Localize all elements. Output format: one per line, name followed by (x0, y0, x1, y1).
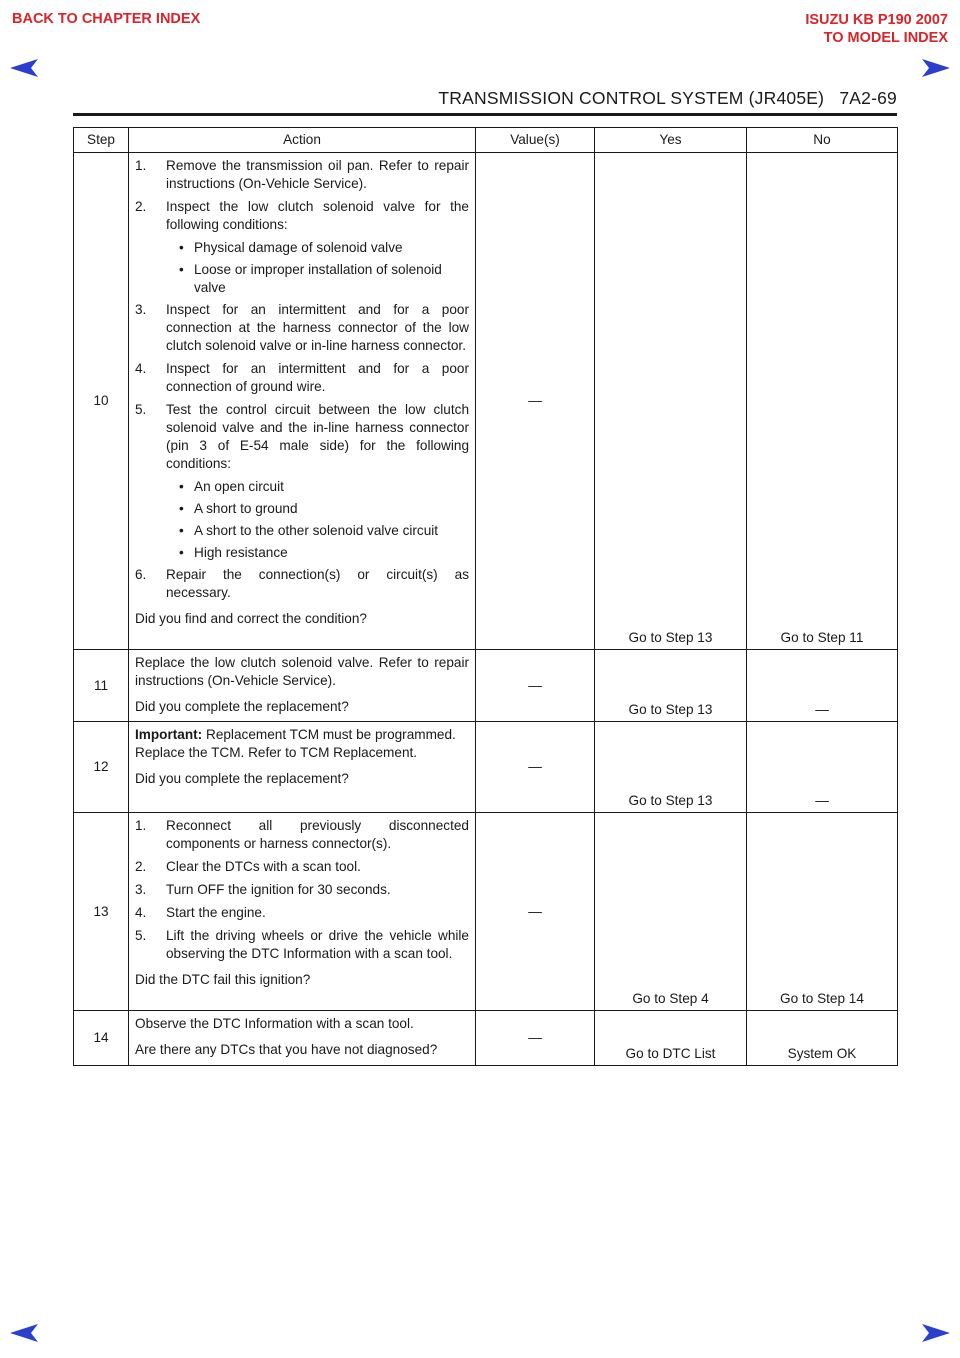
previous-arrow-shape (10, 59, 38, 77)
value-cell: — (476, 813, 595, 1011)
step-number: 10 (74, 153, 129, 650)
list-item: 4. Inspect for an intermittent and for a poor connection of ground wire. (135, 361, 469, 394)
step-number: 12 (74, 722, 129, 813)
no-cell: System OK (747, 1011, 898, 1066)
table-row-step-13 (74, 813, 898, 1011)
table-row-step-11 (74, 650, 898, 722)
action-cell (129, 1011, 476, 1066)
action-text: Observe the DTC Information with a scan tool. (135, 1016, 414, 1031)
yes-cell: Go to Step 13 (595, 153, 747, 650)
list-item: 3. Inspect for an intermittent and for a poor connection at the harness connector of the low clutch solenoid valve or in-line harness connector. (135, 302, 469, 353)
no-cell: Go to Step 11 (747, 153, 898, 650)
action-cell (129, 650, 476, 722)
list-item: 2. Clear the DTCs with a scan tool. (135, 859, 361, 874)
list-item: 4. Start the engine. (135, 905, 266, 920)
header-no: No (747, 128, 898, 153)
step-question: Did you complete the replacement? (135, 699, 349, 714)
action-cell (129, 813, 476, 1011)
bullet-item: • A short to ground (179, 501, 298, 516)
table-row-step-12 (74, 722, 898, 813)
list-item: 2. Inspect the low clutch solenoid valve for the following conditions: (135, 199, 469, 232)
bullet-item: • Loose or improper installation of solenoid valve (179, 262, 442, 295)
table-header-row (74, 128, 898, 153)
action-text: Replace the TCM. Refer to TCM Replacement. (135, 745, 418, 760)
table-row-step-10 (74, 153, 898, 650)
action-cell (129, 722, 476, 813)
header-action: Action (129, 128, 476, 153)
no-cell: — (747, 722, 898, 813)
header-yes: Yes (595, 128, 747, 153)
list-item: 6. Repair the connection(s) or circuit(s) as necessary. (135, 567, 469, 600)
bullet-item: • Physical damage of solenoid valve (179, 240, 403, 255)
value-cell: — (476, 153, 595, 650)
step-number: 13 (74, 813, 129, 1011)
bullet-item: • A short to the other solenoid valve circuit (179, 523, 439, 538)
previous-arrow-bottom-shape (10, 1324, 38, 1342)
page-header (438, 88, 897, 109)
header-step: Step (74, 128, 129, 153)
to-model-index-link[interactable]: TO MODEL INDEX (823, 30, 948, 46)
bullet-item: • High resistance (179, 545, 288, 560)
model-header[interactable] (805, 11, 948, 47)
step-question: Are there any DTCs that you have not diagnosed? (135, 1042, 438, 1057)
important-note (135, 726, 469, 744)
list-item: 3. Turn OFF the ignition for 30 seconds. (135, 882, 391, 897)
section-title: TRANSMISSION CONTROL SYSTEM (JR405E) (438, 88, 825, 108)
step-question: Did the DTC fail this ignition? (135, 972, 311, 987)
page-number: 7A2-69 (839, 88, 897, 108)
list-item: 5. Lift the driving wheels or drive the vehicle while observing the DTC Information with a scan tool. (135, 928, 469, 961)
header-rule (73, 113, 897, 116)
table-row-step-14 (74, 1011, 898, 1066)
step-question: Did you find and correct the condition? (135, 611, 367, 626)
next-arrow-shape (922, 59, 950, 77)
yes-cell: Go to Step 4 (595, 813, 747, 1011)
list-item: 5. Test the control circuit between the low clutch solenoid valve and the in-line harness connector (pin 3 of E-54 male side) for the following conditions: (135, 402, 469, 471)
list-item: 1. Reconnect all previously disconnected components or harness connector(s). (135, 818, 469, 851)
diagnostic-table (73, 127, 898, 1066)
next-arrow-bottom-shape (922, 1324, 950, 1342)
next-page-arrow-icon[interactable] (920, 59, 950, 77)
model-title: ISUZU KB P190 2007 (805, 12, 948, 28)
back-to-chapter-index-link[interactable]: BACK TO CHAPTER INDEX (12, 11, 201, 27)
bullet-item: • An open circuit (179, 479, 284, 494)
header-values: Value(s) (476, 128, 595, 153)
action-text: Replace the low clutch solenoid valve. Refer to repair instructions (On-Vehicle Service). (135, 655, 469, 688)
previous-page-arrow-bottom-icon[interactable] (10, 1324, 40, 1342)
yes-cell: Go to Step 13 (595, 722, 747, 813)
yes-cell: Go to Step 13 (595, 650, 747, 722)
step-number: 14 (74, 1011, 129, 1066)
action-cell (129, 153, 476, 650)
value-cell: — (476, 1011, 595, 1066)
important-label: Important: (135, 727, 203, 742)
no-cell: — (747, 650, 898, 722)
list-item: 1. Remove the transmission oil pan. Refer to repair instructions (On-Vehicle Service). (135, 158, 469, 191)
value-cell: — (476, 722, 595, 813)
step-question: Did you complete the replacement? (135, 771, 349, 786)
value-cell: — (476, 650, 595, 722)
step-number: 11 (74, 650, 129, 722)
important-text: Replacement TCM must be programmed. (206, 727, 456, 742)
yes-cell: Go to DTC List (595, 1011, 747, 1066)
no-cell: Go to Step 14 (747, 813, 898, 1011)
previous-page-arrow-icon[interactable] (10, 59, 40, 77)
next-page-arrow-bottom-icon[interactable] (920, 1324, 950, 1342)
